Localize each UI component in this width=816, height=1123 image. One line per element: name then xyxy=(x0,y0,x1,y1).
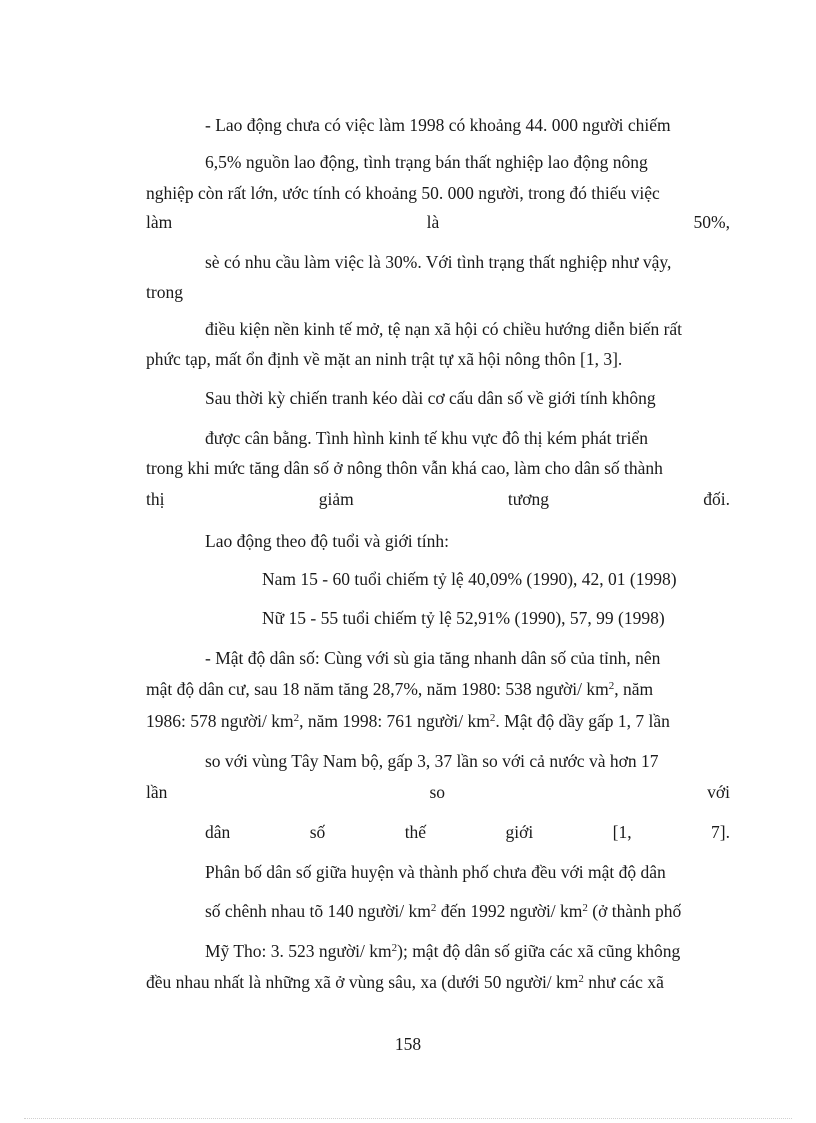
word: với xyxy=(707,782,730,802)
footer-divider xyxy=(24,1118,792,1119)
page-number: 158 xyxy=(394,1034,422,1054)
text-line: Nữ 15 - 55 tuổi chiếm tỷ lệ 52,91% (1990), 57, 99 (1998) xyxy=(262,608,665,628)
text-line: - Lao động chưa có việc làm 1998 có khoảng 44. 000 người chiếm xyxy=(205,115,671,135)
text-line: 1986: 578 người/ $km^2$, năm 1998: 761 người/ $km^2$. Mật độ dầy gấp 1, 7 lần xyxy=(146,711,670,731)
text-line: Sau thời kỳ chiến tranh kéo dài cơ cấu dân số về giới tính không xyxy=(205,388,656,408)
text-line: Nam 15 - 60 tuổi chiếm tỷ lệ 40,09% (1990), 42, 01 (1998) xyxy=(262,569,677,589)
word: giảm xyxy=(318,489,354,509)
word: đối. xyxy=(703,489,730,509)
justified-line xyxy=(146,211,730,233)
text-line: - Mật độ dân số: Cùng với sù gia tăng nhanh dân số của tỉnh, nên xyxy=(205,648,661,668)
word: so xyxy=(429,782,446,802)
word: thị xyxy=(146,489,165,509)
text-line: sè có nhu cầu làm việc là 30%. Với tình trạng thất nghiệp như vậy, xyxy=(205,252,672,272)
text-line: phức tạp, mất ổn định về mặt an ninh trật tự xã hội nông thôn [1, 3]. xyxy=(146,349,623,369)
text-line: trong xyxy=(146,282,183,302)
word: số xyxy=(309,822,326,842)
word: [1, xyxy=(612,822,632,842)
word: dân xyxy=(205,822,231,842)
justified-line xyxy=(146,488,730,510)
word: tương xyxy=(507,489,550,509)
text-line: Lao động theo độ tuổi và giới tính: xyxy=(205,531,450,551)
text-line: điều kiện nền kinh tế mở, tệ nạn xã hội có chiều hướng diễn biến rất xyxy=(205,319,683,339)
text-line: nghiệp còn rất lớn, ước tính có khoảng 50. 000 người, trong đó thiếu việc xyxy=(146,183,660,203)
justified-line xyxy=(146,781,730,803)
text-line: Phân bố dân số giữa huyện và thành phố chưa đều với mật độ dân xyxy=(205,862,666,882)
text-line: đều nhau nhất là những xã ở vùng sâu, xa (dưới 50 người/ $km^2$ như các xã xyxy=(146,972,664,992)
text-line: 6,5% nguồn lao động, tình trạng bán thất nghiệp lao động nông xyxy=(205,152,648,172)
word: 50%, xyxy=(693,212,730,232)
text-line: so với vùng Tây Nam bộ, gấp 3, 37 lần so với cả nước và hơn 17 xyxy=(205,751,659,771)
word: lần xyxy=(146,782,168,802)
word: giới xyxy=(505,822,534,842)
word: thế xyxy=(404,822,427,842)
word: 7]. xyxy=(711,822,730,842)
text-line: trong khi mức tăng dân số ở nông thôn vẫn khá cao, làm cho dân số thành xyxy=(146,458,663,478)
text-line: được cân bằng. Tình hình kinh tế khu vực đô thị kém phát triển xyxy=(205,428,648,448)
text-line: mật độ dân cư, sau 18 năm tăng 28,7%, năm 1980: 538 người/ $km^2$, năm xyxy=(146,679,654,699)
text-line: số chênh nhau tõ 140 người/ $km^2$ đến 1992 người/ $km^2$ (ở thành phố xyxy=(205,901,682,921)
word: làm xyxy=(146,212,173,232)
word: là xyxy=(426,212,440,232)
text-line: Mỹ Tho: 3. 523 người/ $km^2$); mật độ dân số giữa các xã cũng không xyxy=(205,941,681,961)
justified-line xyxy=(205,821,730,843)
